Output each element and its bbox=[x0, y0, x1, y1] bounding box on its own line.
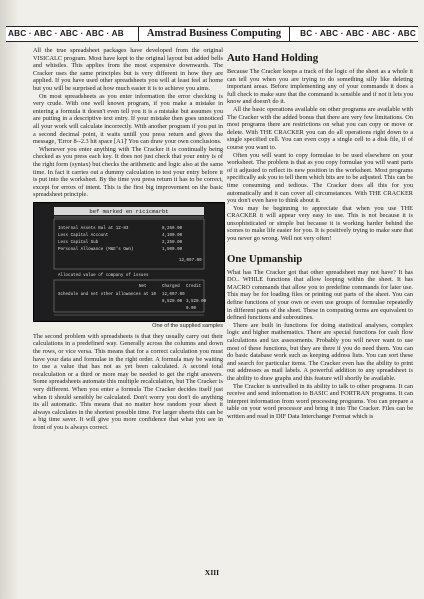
screenshot-row4-value: 1,500.00 bbox=[162, 247, 183, 252]
running-header bbox=[6, 26, 418, 42]
header-left-pattern: ABC · ABC · ABC · ABC · AB bbox=[8, 29, 124, 38]
screenshot-row2-label: Less Capital Account bbox=[58, 233, 109, 238]
screenshot-row1-label: Internal Assets Bal at 12-83 bbox=[58, 226, 129, 231]
screenshot-bottom-label: Schedule and net other allowances at 10 bbox=[58, 292, 157, 297]
screenshot-total-b: 12,097.00 bbox=[162, 292, 185, 297]
screenshot-row3-value: 2,250.00 bbox=[162, 240, 183, 245]
header-title: Amstrad Business Computing bbox=[138, 26, 290, 42]
heading-auto-hand-holding: Auto Hand Holding bbox=[227, 52, 319, 64]
screenshot-total-a: 12,097.00 bbox=[179, 258, 202, 263]
screenshot-total-c: 3,520.00 bbox=[186, 299, 207, 304]
right-column bbox=[227, 52, 413, 421]
screenshot-bottom-value: 8,520.00 bbox=[162, 299, 183, 304]
left-paragraph-3: Whenever you enter anything with The Cracker it is continually being checked as you press each key. It does not just check that your entry is of the right form (syntax) but checks the arithmetic and logic also at the same time. In fact it carries out a dummy calculation to test your entry before it is put into the worksheet. By the time you press return it has to be correct, except for errors of intent. This is the first big improvement on the basic spreadsheet principle. bbox=[33, 145, 223, 199]
spreadsheet-screenshot-figure bbox=[33, 202, 225, 322]
right-paragraph-6: There are built in functions for doing statistical analyses, complex logic and higher mathematics. There are special functions for cash flow calculations and tax assessments. Probably you will never want to use most of these functions, but they are there if you do need them. You can do basic database work such as keeping address lists. You can sort these and search for particular items. The Cracker even has the ability to print out addresses as mail labels. A powerful addition to any spreadsheet is the ability to draw graphs and this feature will shortly be available. bbox=[227, 321, 413, 382]
page-number: XIII bbox=[204, 568, 220, 577]
screenshot-footer-value: 0.00 bbox=[186, 306, 197, 311]
right-paragraph-1: Because The Cracker keeps a track of the logic of the sheet as a whole it can tell you when you are trying to do something silly like deleting important areas. Before implementing any of your commands it does a full check to make sure that the command is sensible and if not it lets you know and doesn't do it. bbox=[227, 68, 413, 106]
screenshot-title: bef marked en ricicmarbt bbox=[89, 207, 169, 215]
screenshot-col-a: Net bbox=[139, 284, 147, 289]
left-paragraph-2: On most spreadsheets as you enter information the error checking is very crude. With one well known program, if you make a mistake in entering a formula it doesn't even tell you it is a mistake but assumes you are putting in a descriptive text entry. If your mistake then goes unnoticed all your work will calculate incorrectly. With another program if you put in a second decimal point, it waits untill you press return and gives the message, 'Error 8--2.3 hit space [A1]' You can draw your own conclusions. bbox=[33, 92, 223, 146]
right-paragraph-2: All the basic operations available on other programs are available with The Cracker with the added bonus that there are very few limitations. On most programs there are restrictions on what you can copy or move or delete. With THE CRACKER you can do all operations right down to a single specified cell. You can even copy a single cell to a disk file, if of course you want to. bbox=[227, 105, 413, 151]
spreadsheet-screenshot bbox=[34, 203, 224, 321]
screenshot-row2-value: 4,100.00 bbox=[162, 233, 183, 238]
figure-caption: One of the supplied samples bbox=[152, 322, 223, 329]
left-paragraph-1: All the true spreadsheet packages have developed from the original VISICALC program. Most have kept to the original layout but added bells and whistles. This applies from the most expensive downwards. The Cracker uses the same principles but is very different in how they are applied. If you have used other spreadsheets you will at least feel at home but you will be surprised at how much easier it is to achieve you aims. bbox=[33, 47, 223, 92]
right-paragraph-5: What has The Cracker got that other spreadsheet may not have? It has DO.. WHILE functions that allow looping within the sheet. It has MACRO commands that allow you to predefine commands for later use. This may be for loading files or printing out parts of the sheet. You can define functions of your own or even use groups of formulae repeatedly in different parts of the sheet. These in computing terms are equivalent to defined functions and subroutines. bbox=[227, 268, 413, 322]
left-paragraph-4: The second problem with spreadsheets is that they usually carry out their calculations in a predefined way. Generally across the columns and down the rows, or vice versa. This means that for a correct calculation you must have your data and formulae in the right order. A formula may be waiting to use a value that has not as yet been calculated. A second total recalculation or a third or more may be needed to get the right answers. Some spreadsheets automate this multiple recalculation, but The Cracker is very different. When you enter a formula The Cracker decides itself just when it should sensibly be calculated. Don't worry you don't do anything its all automatic. This means that no matter how random your sheet it always calculates in the shortest possible time. For larger sheets this can be a big time saver. It will give you more confidence that what you see in front of you is always correct. bbox=[33, 332, 223, 431]
right-paragraph-7: The Cracker is unrivalled in its ability to talk to other programs. It can receive and send information to BASIC and FORTRAN programs. It can interpret information from word processing programs. You can prepare a table on your word processor and bring it into The Cracker. Files can be written and read in DIF Data Interchange Format which is bbox=[227, 382, 413, 420]
screenshot-row4-label: Personal Allowance (M&E's Own) bbox=[58, 247, 134, 252]
screenshot-row1-value: 8,260.00 bbox=[162, 226, 183, 231]
heading-one-upmanship: One Upmanship bbox=[227, 252, 303, 265]
screenshot-col-c: Credit bbox=[186, 284, 202, 289]
screenshot-col-b: Charged bbox=[162, 284, 180, 289]
page-spine-shadow bbox=[0, 0, 18, 599]
header-right-pattern: BC · ABC · ABC · ABC · ABC bbox=[300, 29, 416, 38]
right-paragraph-3: Often you will want to copy formulae to be used elsewhere on your worksheet. The problem is that as you copy formulae you will want parts of it adjusted to reflect its new position in the worksheet. Most programs specifically ask you to tell them which bits are to be adjusted. This can be time consuming and tedious. The Cracker does all this for you automatically and it can cover all circumstances. With THE CRACKER you don't even have to think about it. bbox=[227, 151, 413, 205]
left-column bbox=[33, 47, 223, 432]
right-paragraph-4: You may be beginning to appreciate that when you use THE CRACKER it will appear very easy to use. This is not because it is unsophisticated or simple but because it is working harder behind the scenes to make life easier for you. It is positively trying to make sure that you never go wrong. Well not very often! bbox=[227, 204, 413, 243]
screenshot-row5-label: Allocated value of company of issues bbox=[58, 273, 149, 278]
screenshot-row3-label: Less Capital Sub bbox=[58, 240, 99, 245]
